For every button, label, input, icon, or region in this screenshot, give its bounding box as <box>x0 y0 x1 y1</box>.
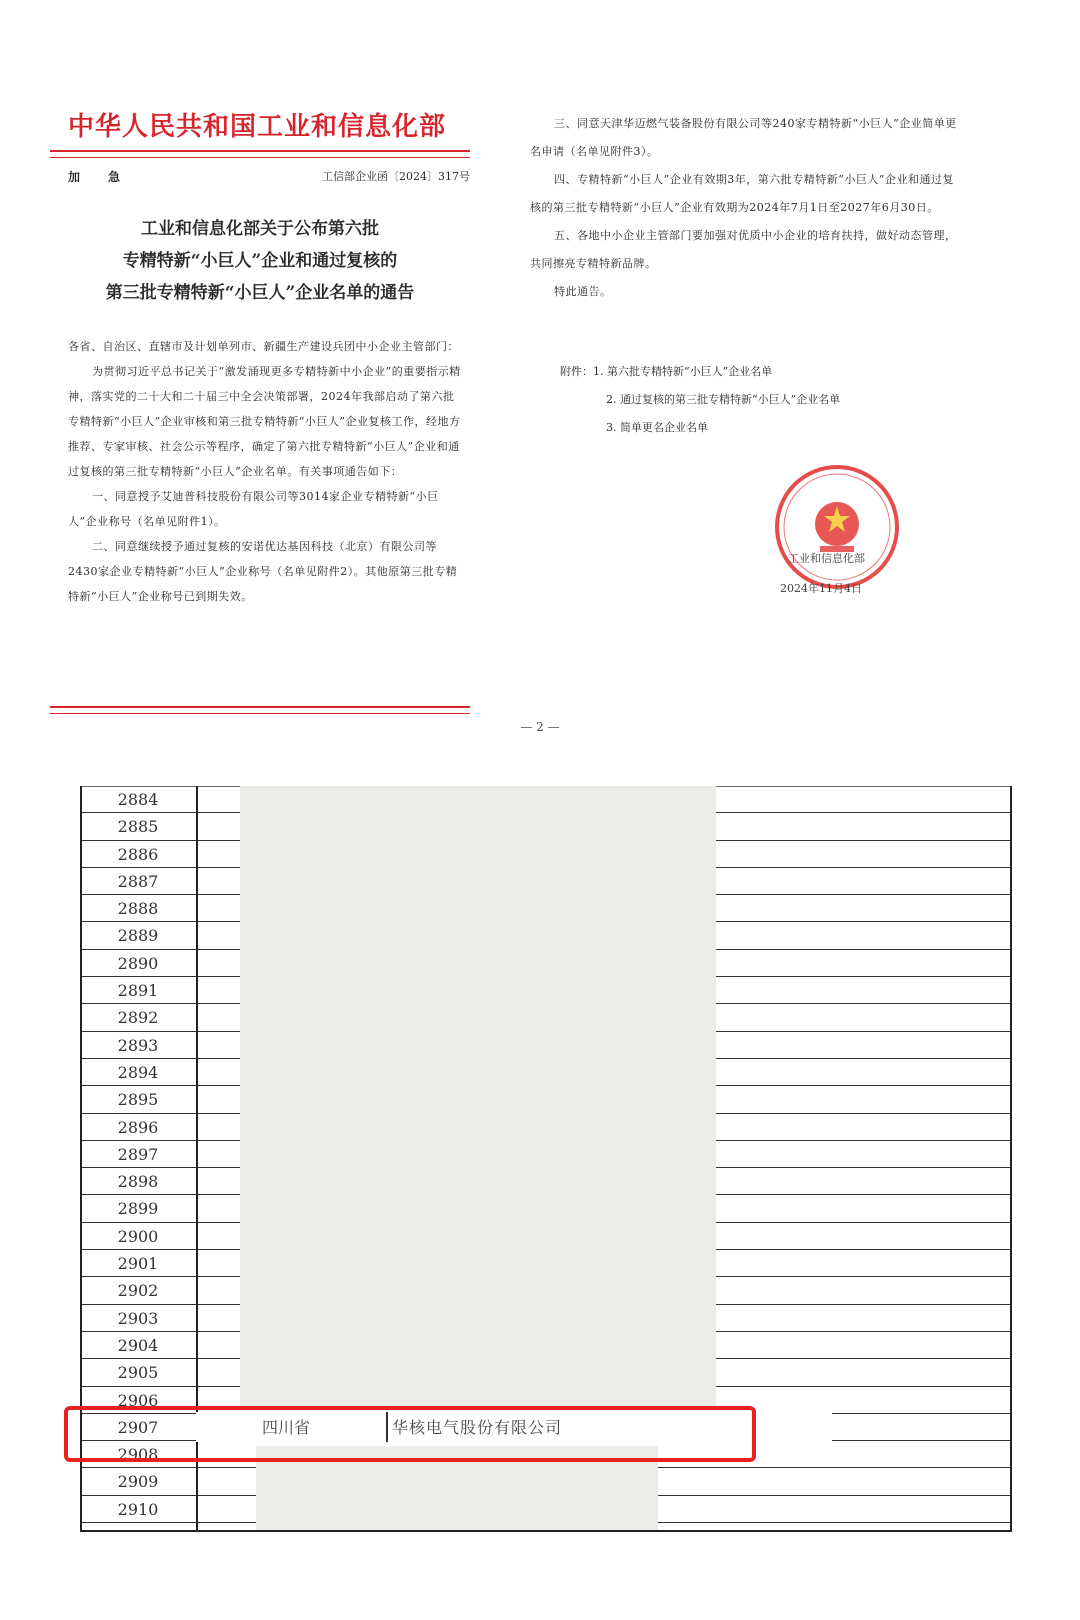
attachment-item: 1. 第六批专精特新“小巨人”企业名单 <box>593 365 773 378</box>
attachment-item: 2. 通过复核的第三批专精特新“小巨人”企业名单 <box>606 393 841 406</box>
row-number-cell: 2892 <box>117 1008 159 1028</box>
closing: 特此通告。 <box>554 285 612 298</box>
row-number-cell: 2904 <box>117 1335 159 1355</box>
row-number-cell: 2885 <box>117 817 159 837</box>
row-number-cell: 2898 <box>117 1172 159 1192</box>
ministry-masthead: 中华人民共和国工业和信息化部 <box>68 112 447 142</box>
row-number-cell: 2900 <box>117 1226 159 1246</box>
red-footer-rule <box>50 706 470 714</box>
paragraph: 一、同意授予艾迪普科技股份有限公司等3014家企业专精特新“小巨人”企业称号（名单见附件1）。 <box>68 490 439 528</box>
redaction-mask <box>240 786 716 1406</box>
row-number-cell: 2902 <box>117 1281 159 1301</box>
notice-body <box>68 334 464 609</box>
row-number-cell: 2889 <box>117 926 159 946</box>
row-number-cell: 2899 <box>117 1199 159 1219</box>
row-number-cell: 2903 <box>117 1308 159 1328</box>
signature-date: 2024年11月4日 <box>780 582 862 595</box>
row-number-cell: 2886 <box>117 844 159 864</box>
table-border <box>1010 786 1012 1532</box>
row-number-cell: 2884 <box>117 790 159 809</box>
row-number-cell: 2908 <box>117 1445 159 1465</box>
row-number-cell: 2895 <box>117 1090 159 1110</box>
province-cell: 四川省 <box>262 1418 311 1437</box>
paragraph: 四、专精特新“小巨人”企业有效期3年，第六批专精特新“小巨人”企业和通过复核的第三批专精特新“小巨人”企业有效期为2024年7月1日至2027年6月30日。 <box>530 173 954 214</box>
paragraph: 五、各地中小企业主管部门要加强对优质中小企业的培育扶持，做好动态管理，共同擦亮专精特新品牌。 <box>530 229 957 270</box>
urgency-label: 加 急 <box>68 170 129 184</box>
attachments-list <box>560 358 840 442</box>
attachments-label: 附件： <box>560 365 593 378</box>
row-number-cell: 2910 <box>117 1499 159 1519</box>
attachment-item: 3. 简单更名企业名单 <box>606 421 708 434</box>
row-number-cell: 2905 <box>117 1363 159 1383</box>
row-number-cell: 2893 <box>117 1035 159 1055</box>
title-line: 第三批专精特新“小巨人”企业名单的通告 <box>105 283 415 303</box>
row-number-cell: 2888 <box>117 899 159 919</box>
page-number: — 2 — <box>520 720 560 734</box>
row-number-cell: 2894 <box>117 1062 159 1082</box>
notice-left-page <box>40 78 480 728</box>
addressee: 各省、自治区、直辖市及计划单列市、新疆生产建设兵团中小企业主管部门： <box>68 340 459 353</box>
row-number-cell: 2896 <box>117 1117 159 1137</box>
paragraph: 三、同意天津华迈燃气装备股份有限公司等240家专精特新“小巨人”企业简单更名申请（名单见附件3）。 <box>530 117 957 158</box>
row-number-cell: 2890 <box>117 953 159 973</box>
notice-body-continued <box>530 110 960 306</box>
row-number-cell: 2887 <box>117 871 159 891</box>
official-seal-icon <box>772 462 902 592</box>
notice-title <box>50 213 470 309</box>
paragraph: 二、同意继续授予通过复核的安诺优达基因科技（北京）有限公司等2430家企业专精特新“小巨人”企业称号（名单见附件2）。其他原第三批专精特新“小巨人”企业称号已到期失效。 <box>68 540 458 603</box>
title-line: 工业和信息化部关于公布第六批 <box>141 219 379 239</box>
notice-document <box>0 0 1080 780</box>
row-number-cell: 2907 <box>117 1417 159 1437</box>
signature-organization: 工业和信息化部 <box>788 552 865 565</box>
row-number-cell: 2897 <box>117 1144 159 1164</box>
row-number-cell: 2909 <box>117 1472 159 1492</box>
red-header-rule <box>50 150 470 158</box>
row-number-cell: 2901 <box>117 1254 159 1274</box>
title-line: 专精特新“小巨人”企业和通过复核的 <box>122 251 398 271</box>
highlight-annotation-box <box>64 1406 756 1462</box>
row-number-cell: 2906 <box>117 1390 159 1410</box>
notice-right-page <box>530 110 960 630</box>
paragraph: 为贯彻习近平总书记关于“激发涌现更多专精特新中小企业”的重要指示精神，落实党的二十大和二十届三中全会决策部署，2024年我部启动了第六批专精特新“小巨人”企业审核和第三批专精特新“小巨人”企业复核工作，经地方推荐、专家审核、社会公示等程序，确定了第六批专精特新“小巨人”企业和通过复核的第三批专精特新“小巨人”企业名单。有关事项通告如下： <box>68 365 461 478</box>
row-number-cell: 2891 <box>117 981 159 1001</box>
document-number: 工信部企业函〔2024〕317号 <box>322 170 470 183</box>
company-name-cell: 华核电气股份有限公司 <box>392 1418 563 1437</box>
table-border <box>80 1530 1012 1532</box>
